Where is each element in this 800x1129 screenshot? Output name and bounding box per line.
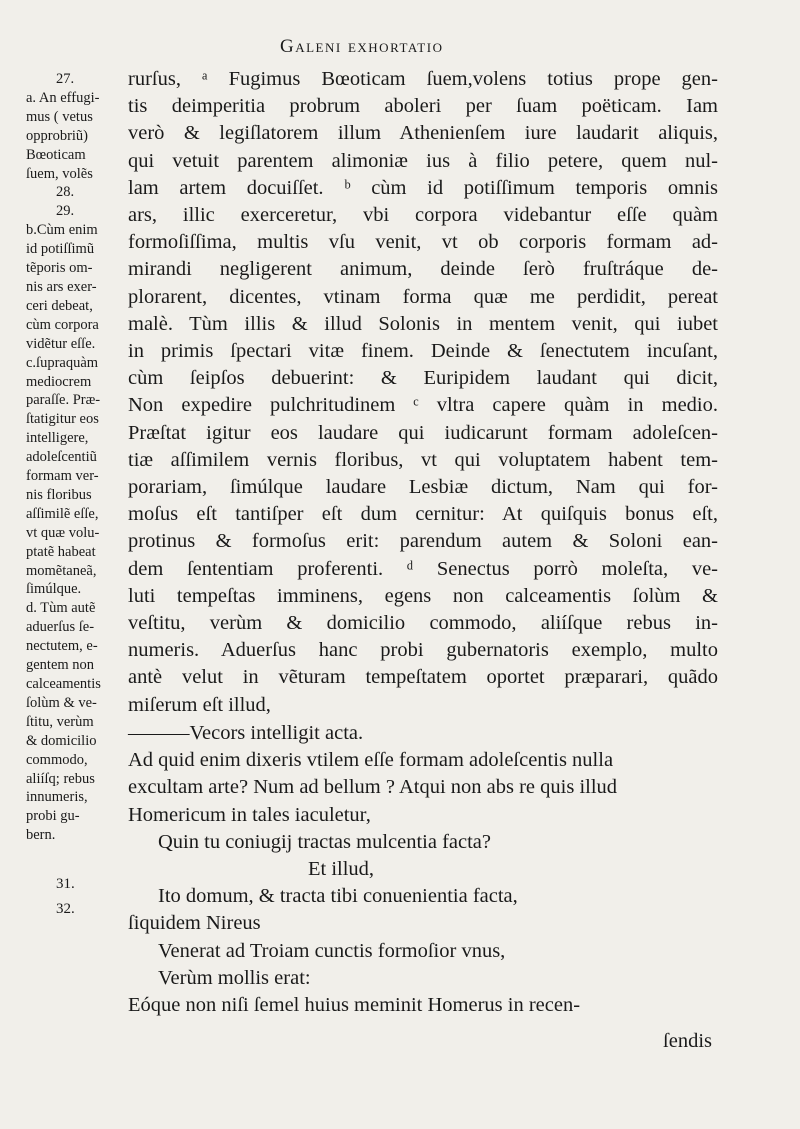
- margin-note-line: ſtatigitur eos: [26, 411, 99, 428]
- margin-note-line: calceamentis: [26, 676, 101, 692]
- margin-note-line: b.Cùm enim: [26, 222, 98, 239]
- text-line: rurſus, ᵃ Fugimus Bœoticam ſuem,volens totius prope gen-: [128, 68, 718, 90]
- verse-line: Venerat ad Troiam cunctis formoſior vnus,: [158, 939, 506, 962]
- verse-line: ———Vecors intelligit acta.: [128, 722, 364, 744]
- margin-note-line: 29.: [56, 203, 75, 220]
- margin-note-line: 28.: [56, 184, 75, 201]
- margin-note-line: adoleſcentiũ: [26, 449, 97, 466]
- margin-note-line: d. Tùm autẽ: [26, 600, 96, 617]
- margin-notes: [26, 70, 126, 845]
- verse-line: Homericum in tales iaculetur,: [128, 803, 371, 826]
- text-line: in primis ſpectari vitæ finem. Deinde & ſenectutem incuſant,: [128, 340, 718, 363]
- margin-note-line: tẽporis om-: [26, 260, 93, 277]
- catchword: ſendis: [663, 1030, 712, 1052]
- text-line: miſerum eſt illud,: [128, 693, 271, 716]
- text-line: ars, illic exerceretur, vbi corpora videbantur eſſe quàm: [128, 204, 718, 227]
- margin-note-line: ptatẽ habeat: [26, 543, 96, 560]
- text-line: Non expedire pulchritudinem ᶜ vltra capere quàm in medio.: [128, 394, 718, 417]
- margin-note-line: mus ( vetus: [26, 108, 93, 125]
- verse-line: excultam arte? Num ad bellum ? Atqui non abs re quis illud: [128, 776, 618, 799]
- verse-line: Eóque non niſi ſemel huius meminit Homerus in recen-: [128, 994, 581, 1017]
- margin-note-line: c.ſupraquàm: [26, 354, 99, 371]
- text-line: Præſtat igitur eos laudare qui iudicarunt formam adoleſcen-: [128, 421, 718, 444]
- text-line: tis deimperitia probrum aboleri per ſuam poëticam. Iam: [128, 95, 718, 118]
- text-line: formoſiſſima, multis vſu venit, vt ob corporis formam ad-: [128, 231, 718, 254]
- margin-note-line: ſimúlque.: [26, 581, 82, 598]
- margin-note-line: nectutem, e-: [26, 638, 98, 655]
- margin-note-line: 27.: [56, 71, 75, 87]
- verse-line: Quin tu coniugij tractas mulcentia facta?: [158, 830, 491, 853]
- margin-note-line: ſtitu, verùm: [26, 713, 94, 730]
- margin-note-line: Bœoticam: [26, 146, 86, 163]
- text-line: plorarent, dicentes, vtinam forma quæ me perdidit, pereat: [128, 285, 718, 308]
- verse-line: Et illud,: [308, 858, 375, 881]
- margin-note-line: nis floribus: [26, 486, 92, 503]
- text-line: veſtitu, verùm & domicilio commodo, aliíſque rebus in-: [128, 612, 718, 635]
- text-line: numeris. Aduerſus hanc probi gubernatoris exemplo, multo: [128, 639, 718, 662]
- text-line: mirandi negligerent animum, deinde ſerò fruſtráque de-: [128, 258, 718, 281]
- margin-note-line: nis ars exer-: [26, 278, 97, 295]
- margin-note-line: aduerſus ſe-: [26, 619, 95, 636]
- margin-note-line: momẽtaneã,: [26, 562, 97, 579]
- margin-note-line: id potiſſimũ: [26, 241, 95, 258]
- margin-note-line: a. An effugi-: [26, 89, 100, 106]
- text-line: protinus & formoſus erit: parendum autem & Soloni ean-: [128, 530, 718, 553]
- margin-note-line: formam ver-: [26, 468, 99, 485]
- margin-note-line: ſuem, volẽs: [26, 165, 93, 182]
- text-line: antè velut in vẽturam tempeſtatem oportet præparari, quãdo: [128, 666, 718, 689]
- margin-note-line: opprobriũ): [26, 127, 89, 144]
- margin-note-line: cùm corpora: [26, 316, 99, 333]
- margin-note-line: aſſimilẽ eſſe,: [26, 505, 99, 522]
- text-line: luti tempeſtas imminens, egens non calceamentis ſolùm &: [128, 584, 718, 607]
- margin-note-line: commodo,: [26, 751, 88, 768]
- margin-note-line: & domicilio: [26, 732, 97, 749]
- margin-note-line: ſolùm & ve-: [26, 694, 97, 711]
- continued-text: [128, 720, 718, 1019]
- text-line: tiæ aſſimilem vernis floribus, vt qui voluptatem habent tem-: [128, 448, 718, 471]
- text-line: dem ſententiam proferenti. ᵈ Senectus porrò moleſta, ve-: [128, 557, 718, 580]
- margin-note-line: intelligere,: [26, 430, 89, 447]
- text-line: moſus eſt tantiſper eſt dum cernitur: At quiſquis bonus eſt,: [128, 503, 718, 526]
- margin-note-line: paraſſe. Præ-: [26, 392, 101, 409]
- verse-line: Ad quid enim dixeris vtilem eſſe formam adoleſcentis nulla: [128, 749, 614, 772]
- margin-note-line: ceri debeat,: [26, 297, 93, 314]
- main-text: [128, 66, 718, 719]
- text-line: verò & legiſlatorem illum Athenienſem iure laudarit aliquis,: [128, 122, 718, 145]
- verse-line: Verùm mollis erat:: [158, 966, 311, 989]
- margin-note-line: innumeris,: [26, 789, 88, 806]
- text-line: cùm ſeipſos debuerint: & Euripidem laudant qui dicit,: [128, 367, 718, 390]
- margin-note-line: gentem non: [26, 657, 95, 674]
- margin-note-line: vidẽtur eſſe.: [26, 335, 96, 352]
- text-line: malè. Tùm illis & illud Solonis in mentem venit, qui iubet: [128, 312, 718, 335]
- text-line: lam artem docuiſſet. ᵇ cùm id potiſſimum temporis omnis: [128, 176, 718, 199]
- verse-line: Ito domum, & tracta tibi conuenientia facta,: [158, 885, 518, 908]
- text-line: porariam, ſimúlque laudare Lesbiæ dictum, Nam qui for-: [128, 476, 718, 499]
- margin-note-line: aliíſq; rebus: [26, 770, 95, 787]
- line-number-32: 32.: [56, 901, 75, 917]
- margin-note-line: mediocrem: [26, 373, 92, 390]
- margin-note-line: bern.: [26, 827, 56, 844]
- margin-note-line: vt quæ volu-: [26, 524, 100, 541]
- running-head: Galeni exhortatio: [280, 36, 444, 57]
- margin-note-line: probi gu-: [26, 808, 80, 825]
- text-line: qui vetuit parentem alimoniæ ius à filio petere, quem nul-: [128, 149, 718, 172]
- line-number-31: 31.: [56, 876, 75, 892]
- verse-line: ſiquidem Nireus: [128, 912, 261, 935]
